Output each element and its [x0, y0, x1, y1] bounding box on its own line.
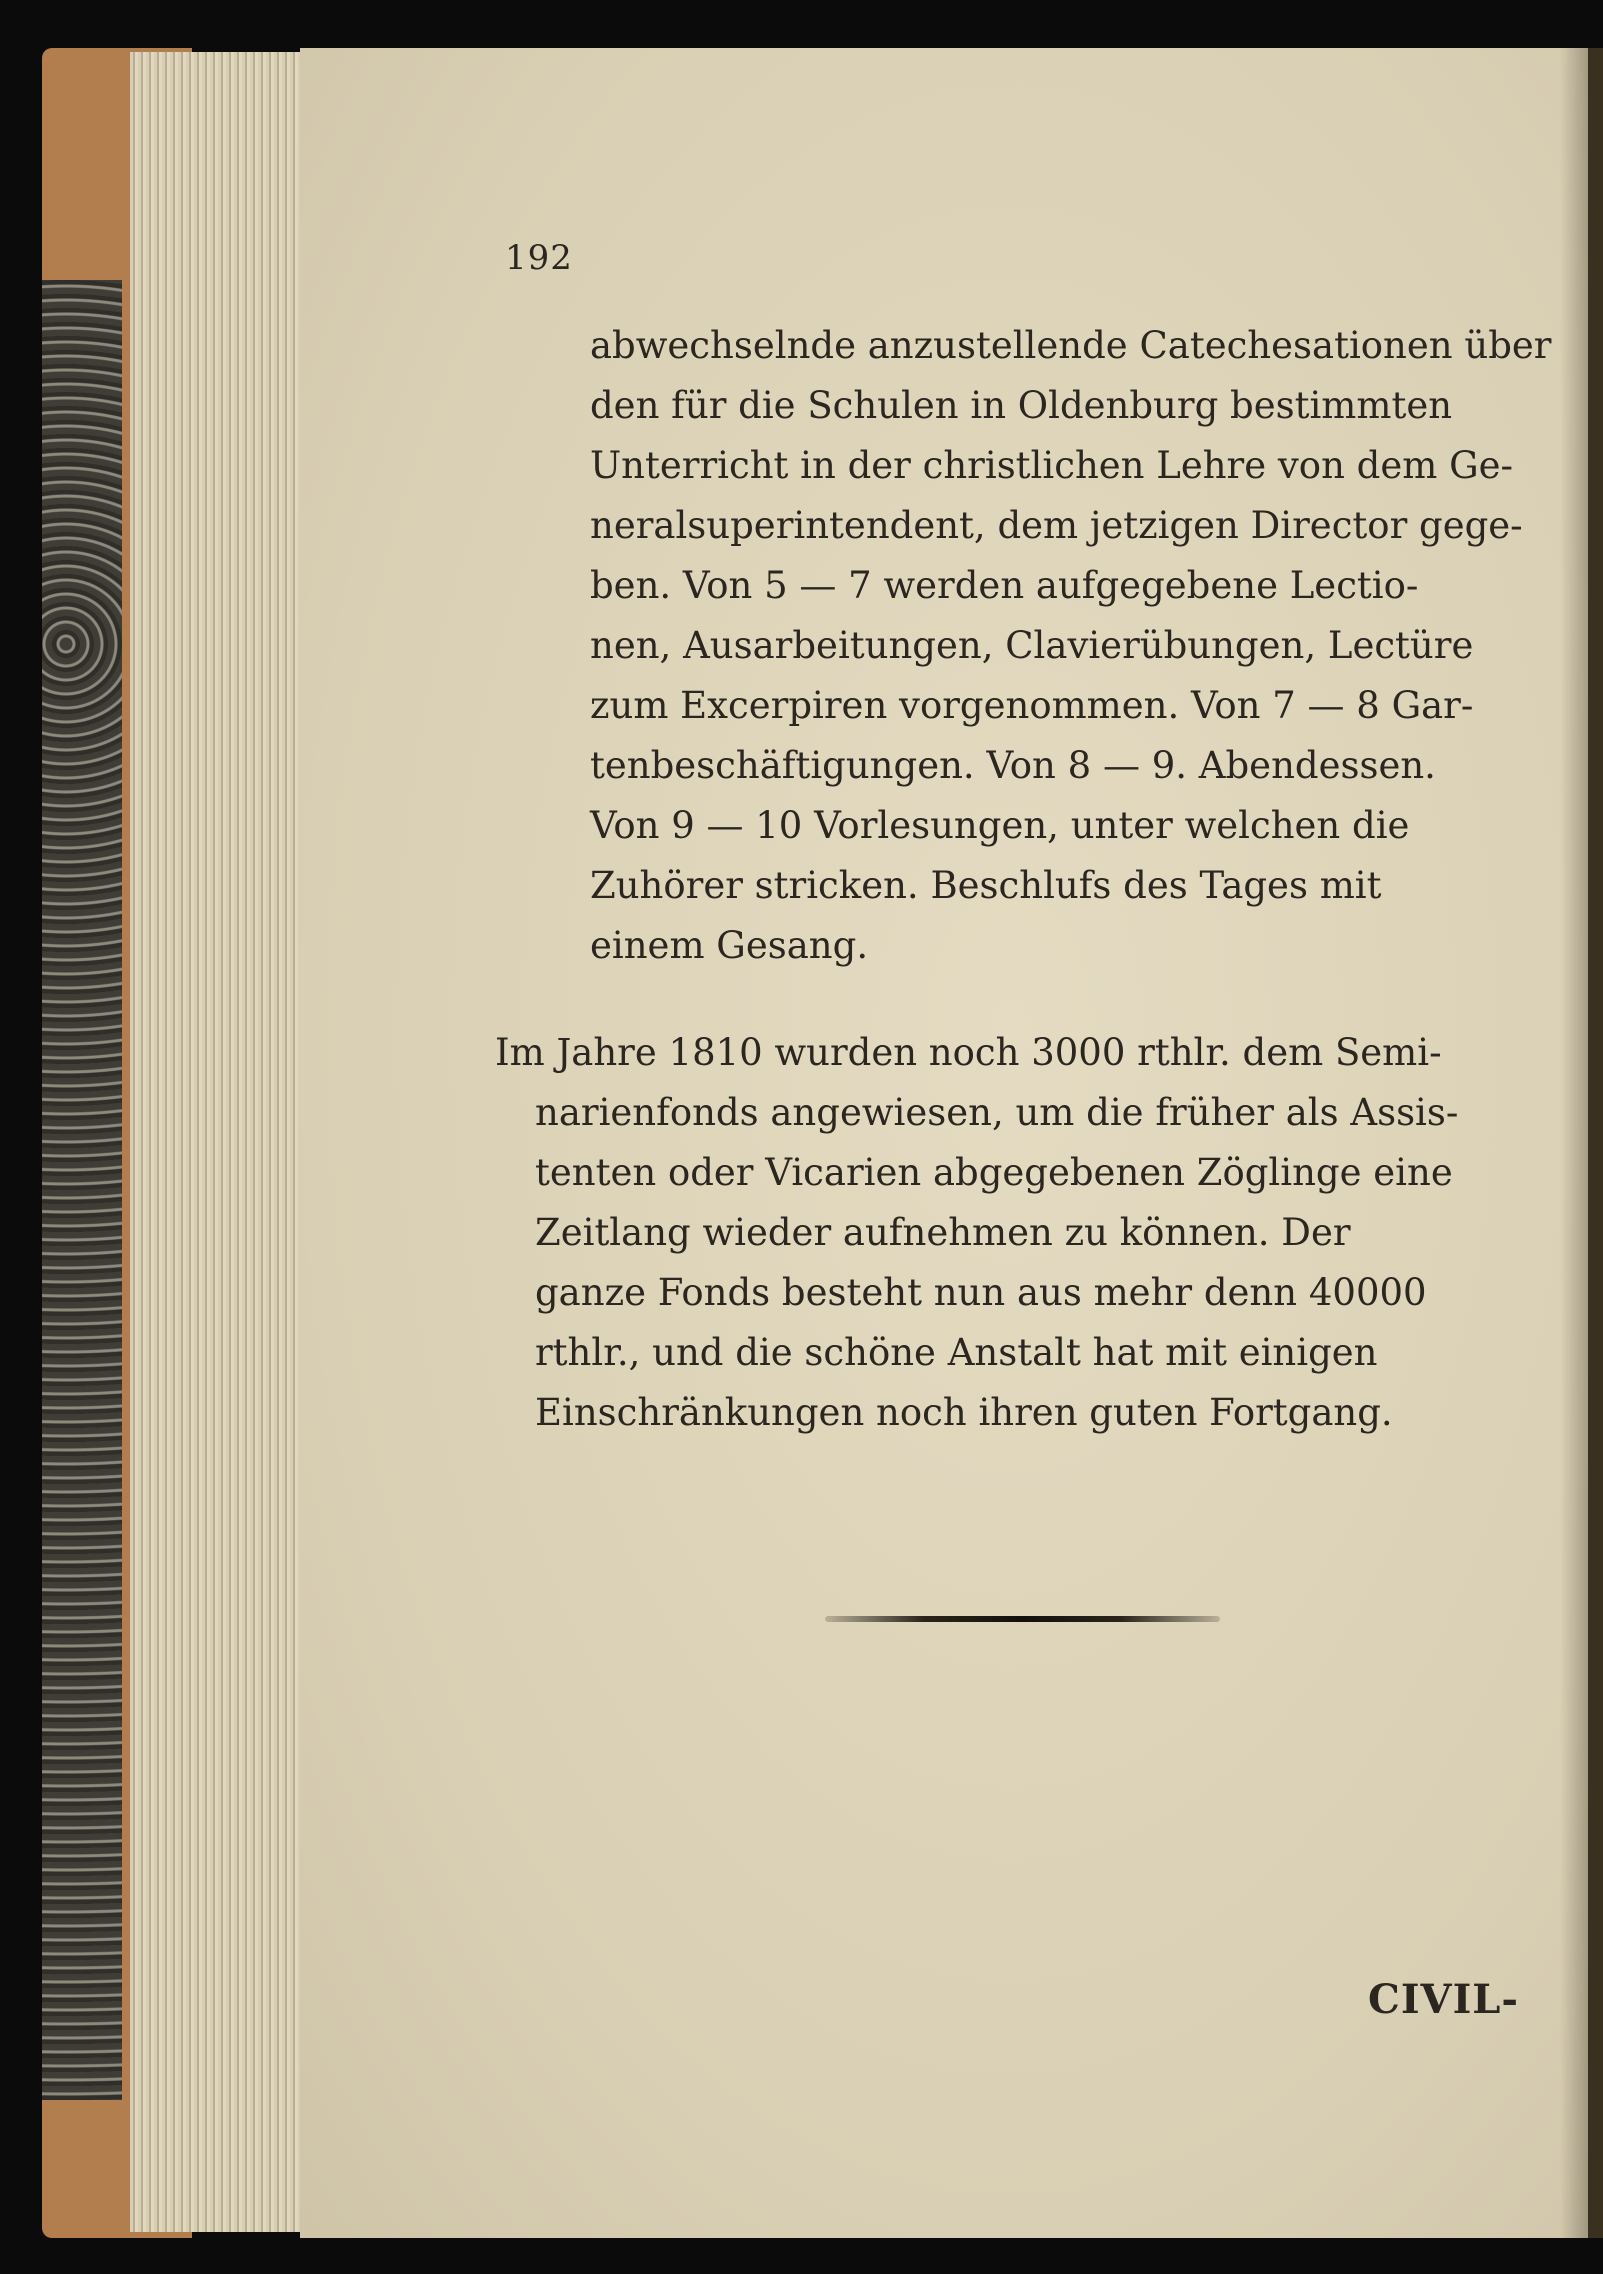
page-number: 192	[505, 238, 573, 278]
text-line: Von 9 — 10 Vorlesungen, unter welchen die	[590, 804, 1410, 847]
page-gutter-shadow	[1560, 48, 1590, 2238]
facing-page-edge	[1588, 48, 1603, 2238]
text-line: Einschränkungen noch ihren guten Fortgang.	[535, 1391, 1393, 1434]
paragraph-2	[495, 1023, 1530, 1443]
marbled-cover-edge	[42, 280, 122, 2100]
page-block-edge	[130, 52, 305, 2232]
text-line: nen, Ausarbeitungen, Clavierübungen, Lectüre	[590, 624, 1474, 667]
text-line: ben. Von 5 — 7 werden aufgegebene Lectio-	[590, 564, 1419, 607]
text-line: einem Gesang.	[590, 924, 869, 967]
text-line: Im Jahre 1810 wurden noch 3000 rthlr. dem Semi-	[495, 1031, 1442, 1074]
text-line: neralsuperintendent, dem jetzigen Director gege-	[590, 504, 1523, 547]
text-line: tenbeschäftigungen. Von 8 — 9. Abendessen.	[590, 744, 1436, 787]
text-line: Zuhörer stricken. Beschlufs des Tages mit	[590, 864, 1382, 907]
text-line: zum Excerpiren vorgenommen. Von 7 — 8 Gar-	[590, 684, 1474, 727]
text-line: den für die Schulen in Oldenburg bestimmten	[590, 384, 1453, 427]
text-line: ganze Fonds besteht nun aus mehr denn 40000	[535, 1271, 1427, 1314]
book-page	[300, 48, 1590, 2238]
section-divider-rule	[825, 1616, 1220, 1622]
catchword: CIVIL-	[1368, 1976, 1520, 2023]
text-line: narienfonds angewiesen, um die früher als Assis-	[535, 1091, 1459, 1134]
text-line: abwechselnde anzustellende Catechesationen über	[590, 324, 1552, 367]
text-line: tenten oder Vicarien abgegebenen Zöglinge eine	[535, 1151, 1453, 1194]
text-line: Unterricht in der christlichen Lehre von dem Ge-	[590, 444, 1514, 487]
text-line: rthlr., und die schöne Anstalt hat mit einigen	[535, 1331, 1378, 1374]
text-line: Zeitlang wieder aufnehmen zu können. Der	[535, 1211, 1351, 1254]
paragraph-1	[590, 316, 1552, 976]
